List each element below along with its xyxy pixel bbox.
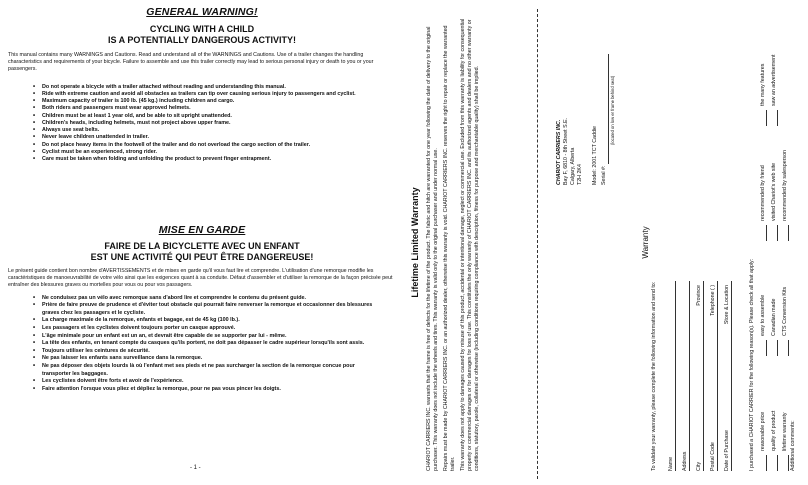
reason-checkbox[interactable]: reasonable price	[760, 356, 767, 471]
french-warning-item: • Prière de faire preuve de prudence et d'éviter tout obstacle qui pourrait faire renverser la remorque et occasionner des blessures graves chez les passagers et le cycliste.	[36, 302, 376, 317]
french-warning-item: • Ne conduisez pas un vélo avec remorque sans d'abord lire et comprendre le contenu du présent guide.	[36, 295, 376, 303]
warning-intro: This manual contains many WARNINGS and Cautions. Read and understand all of the WARNINGS and Cautions. Use of a trailer changes the handling characteristics and requirements of your bicycle. Failure to assemble and use this trailer correctly may lead to serious personal injury or death to you or your passengers.	[8, 52, 374, 73]
reason-checkbox[interactable]: recommended by salesperson	[782, 126, 789, 241]
warning-subtitle-line1: CYCLING WITH A CHILD	[149, 24, 255, 34]
date-of-purchase-label: Date of Purchase	[724, 430, 730, 471]
registration-form	[662, 281, 732, 471]
lifetime-warranty-title: Lifetime Limited Warranty	[410, 187, 420, 298]
reason-checkbox[interactable]: Canadian made	[771, 241, 778, 356]
french-warning-item: • L'âge minimale pour un enfant est un an, et devrait être capable de se supporter par lui - même.	[36, 333, 376, 341]
french-intro: Le présent guide contient bon nombre d'AVERTISSEMENTS et de mises en garde qu'il vous faut lire et comprendre. L'utilisation d'une remorque modifie les caractéristiques de manoeuvrabilité de votre vélo ainsi que les exigences quant à sa conduite. Défaut d'assembler et d'utiliser la remorque de la façon précisée peut entraîner des blessures graves ou mortelles pour vous ou pour vos passagers.	[8, 268, 393, 289]
warranty-para-2: Repairs must be made by CHARIOT CARRIERS INC. or an authorized dealer, otherwise this warranty is void. CHARIOT CARRIERS INC. reserves the right to repair or replace the warranted trailer.	[443, 25, 456, 471]
warning-subtitle-line2: IS A POTENTIALLY DANGEROUS ACTIVITY!	[107, 35, 296, 45]
french-warning-item: • Ne pas laisser les enfants sans surveillance dans la remorque.	[36, 355, 376, 363]
french-warning-item: • Les passagers et les cyclistes doivent toujours porter un casque approuvé.	[36, 325, 376, 333]
french-warning-item: • La charge maximale de la remorque, enfants et bagage, est de 45 kg (100 lb.).	[36, 317, 376, 325]
purchase-reasons-list	[760, 11, 789, 471]
warning-item: • Ride with extreme caution and avoid all obstacles as trailers can tip over causing serious injury to passengers and cyclist.	[36, 91, 376, 98]
address-line-3: T2H 2K4	[577, 164, 583, 185]
purchase-date-store-field[interactable]	[718, 281, 732, 471]
purchase-reasons-prompt: I purchased a CHARIOT CARRIER for the following reason(s). Please check all that apply:	[749, 258, 755, 471]
french-warning-item: • Toujours utiliser les ceintures de sécurité.	[36, 348, 376, 356]
name-field[interactable]	[662, 281, 676, 471]
serial-row[interactable]	[601, 54, 609, 185]
city-province-field[interactable]	[690, 281, 704, 471]
warning-list	[36, 84, 376, 164]
cut-line	[537, 9, 538, 479]
warning-item: • Children must be at least 1 year old, and be able to sit upright unattended.	[36, 113, 376, 120]
page-number: - 1 -	[190, 465, 201, 471]
french-warning-item: • La tête des enfants, en tenant compte du casques qu'ils portent, ne doit pas dépasser le cadre supérieur lorsqu'ils sont assis.	[36, 340, 376, 348]
warning-item: • Do not place heavy items in the footwell of the trailer and do not overload the cargo section of the trailer.	[36, 142, 376, 149]
french-subtitle-line1: FAIRE DE LA BICYCLETTE AVEC UN ENFANT	[104, 241, 300, 251]
model-value: 2001 TCT Caddie	[592, 125, 598, 168]
warranty-instructions: To validate your warranty, please complete the following information and send to:	[651, 281, 657, 471]
serial-label: Serial #:	[601, 165, 607, 185]
postal-telephone-field[interactable]	[704, 281, 718, 471]
french-subtitle-line2: EST UNE ACTIVITÉ QUI PEUT ÊTRE DANGEREUSE!	[90, 252, 314, 262]
warning-item: • Always use seat belts.	[36, 127, 376, 134]
address-line-1: Bay F, 6810 - 8th Street S.E.	[563, 117, 569, 185]
warning-item: • Never leave children unattended in trailer.	[36, 134, 376, 141]
warning-item: • Both riders and passengers must wear approved helmets.	[36, 105, 376, 112]
city-label: City	[696, 461, 702, 471]
postal-code-label: Postal Code	[710, 442, 716, 471]
company-name: CHARIOT CARRIERS INC.	[556, 119, 562, 185]
address-field[interactable]	[676, 281, 690, 471]
reason-checkbox[interactable]: quality of product	[771, 356, 778, 471]
warning-item: • Care must be taken when folding and unfolding the product to prevent finger entrapment.	[36, 156, 376, 163]
warranty-terms	[426, 11, 484, 471]
warning-item: • Cyclist must be an experienced, strong rider.	[36, 149, 376, 156]
serial-location-note: (located on low er frame behind seat)	[610, 75, 615, 145]
reason-checkbox[interactable]: recommended by friend	[760, 126, 767, 241]
reason-checkbox[interactable]: saw an advertisement	[771, 11, 778, 126]
warranty-heading: Warranty	[641, 226, 650, 259]
telephone-label: Telephone ( )	[710, 285, 716, 316]
serial-field[interactable]	[601, 54, 609, 164]
mise-en-garde-title: MISE EN GARDE	[158, 224, 246, 236]
french-warning-item: • Faire attention l'orsque vous pliez et dépliez la remorque, pour ne pas vous pincer les doigts.	[36, 386, 376, 394]
reason-checkbox[interactable]: the many features	[760, 11, 767, 126]
reason-checkbox[interactable]: visited Chariot's web site	[771, 126, 778, 241]
warning-item: • Do not operate a bicycle with a trailer attached without reading and understanding this manual.	[36, 84, 376, 91]
warranty-card	[404, 0, 808, 485]
right-page	[404, 0, 808, 485]
store-location-label: Store & Location	[724, 285, 730, 325]
address-line-2: Calgary, Alberta	[570, 147, 576, 185]
model-row	[592, 126, 599, 185]
province-label: Province	[696, 285, 702, 306]
reason-checkbox[interactable]: easy to assemble	[760, 241, 767, 356]
reason-checkbox[interactable]: CTS Conversion Kits	[782, 241, 789, 356]
mailing-address	[556, 15, 584, 185]
reason-checkbox[interactable]: lifetime warranty	[782, 356, 789, 471]
french-warning-list	[36, 295, 376, 394]
address-label: Address	[682, 451, 688, 471]
warranty-para-3: This warranty does not apply to damages caused by misuse of this product, accidental or intentional damage, neglect or commercial use. Excluded from this warranty is liability for consequential property or commercial damages or for damages for loss of use. This constitutes the only warranty of CHARIOT CARRIERS INC. and its authorized agents and dealers and no other warranty or conditions, statutory, parole, collateral or otherwise (including conditions requiring compliance with description, fitness for purpose and merchantable quality) shall be implied.	[460, 18, 480, 471]
additional-comments-label: Additional comments:	[790, 420, 796, 471]
model-label: Model:	[592, 169, 598, 185]
warranty-para-1: CHARIOT CARRIERS INC. warrants that the frame is free of defects for the lifetime of the product. The fabric and hitch are warranted for one year following the date of delivery to the original purchaser. This warranty does not include the wheels and tires. This warranty is valid only to the original purchaser and under normal use.	[426, 26, 439, 471]
general-warning-title: GENERAL WARNING!	[146, 6, 258, 18]
french-section	[8, 224, 396, 393]
french-warning-item: • Les cyclistes doivent être forts et avoir de l'expérience.	[36, 378, 376, 386]
warning-item: • Children's heads, including helmets, must not project above upper frame.	[36, 120, 376, 127]
warning-item: • Maximum capacity of trailer is 100 lb. (45 kg.) including children and cargo.	[36, 98, 376, 105]
name-label: Name	[668, 456, 674, 471]
french-warning-item: • Ne pas déposer des objets lourds là où l'enfant met ses pieds et ne pas surcharger la section de la remorque concue pour transporter les baggages.	[36, 363, 376, 378]
